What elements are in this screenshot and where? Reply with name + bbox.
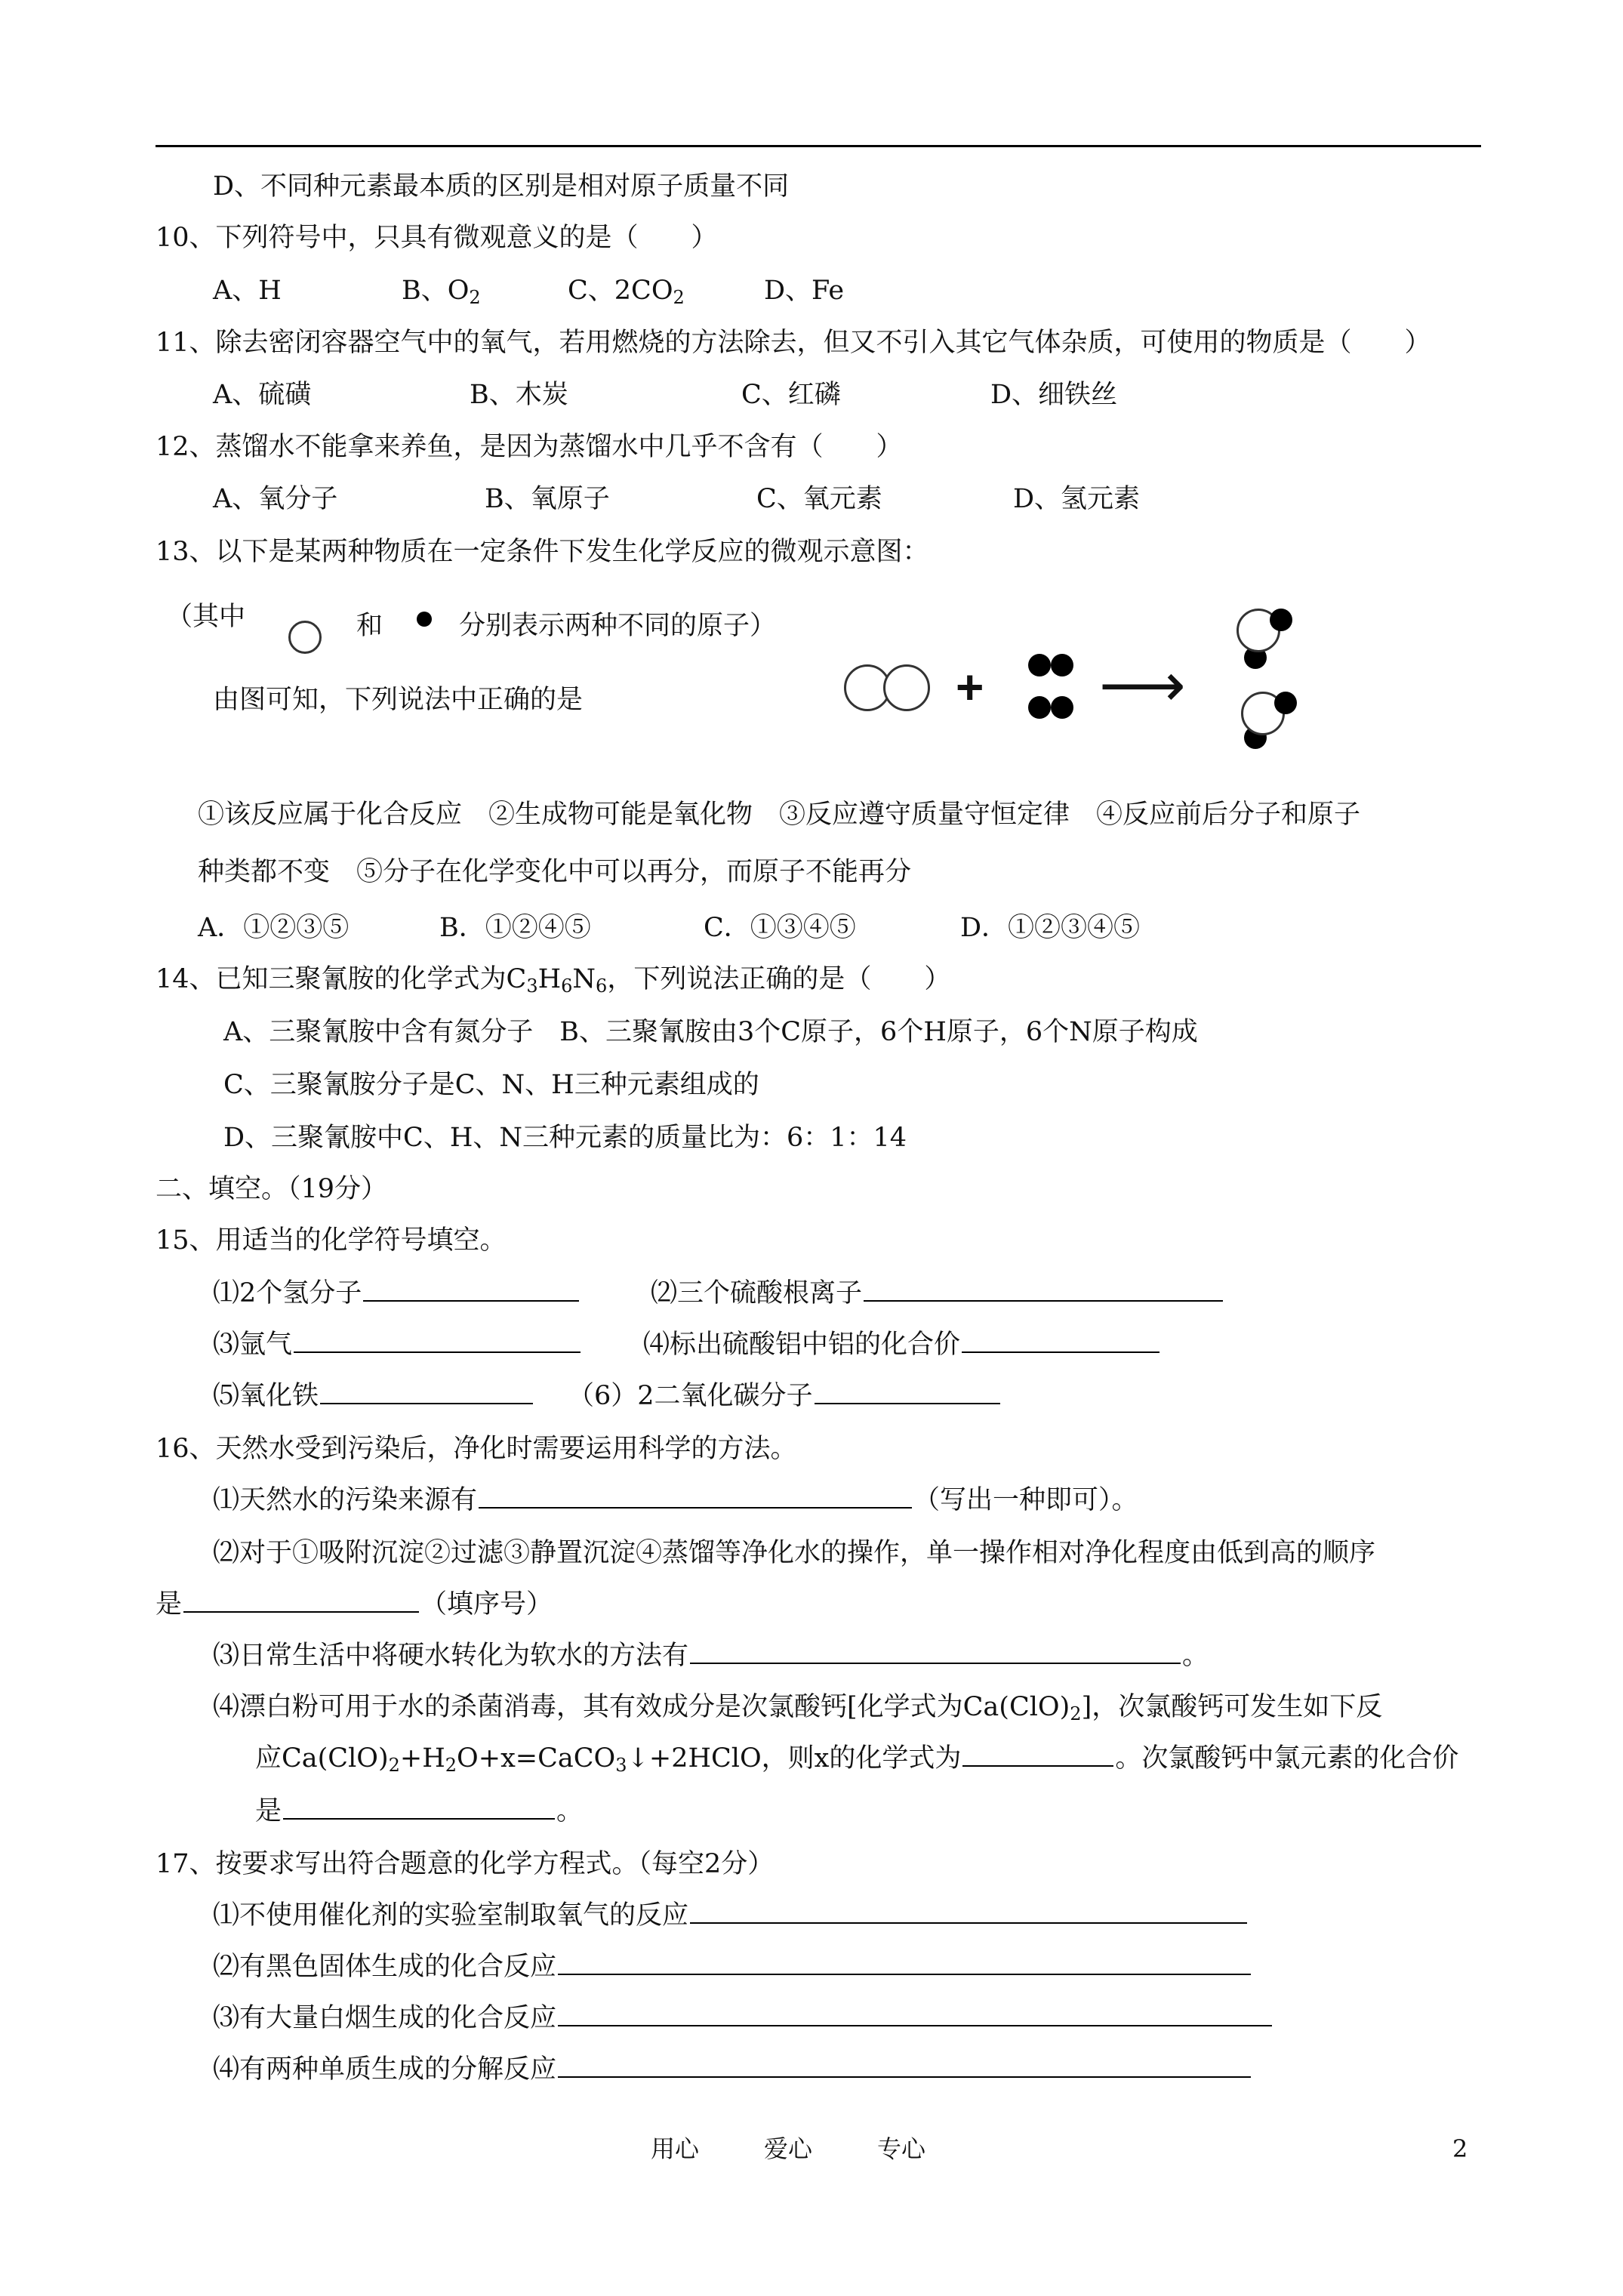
- open-circle-atom-icon: [288, 621, 322, 654]
- q12-stem: 12、蒸馏水不能拿来养鱼，是因为蒸馏水中几乎不含有（ ）: [156, 432, 903, 462]
- q13-option-a: A．①②③⑤: [198, 913, 350, 943]
- footer-text-3: 专心: [877, 2134, 926, 2163]
- q17-stem: 17、按要求写出符合题意的化学方程式。（每空2分）: [156, 1849, 775, 1879]
- page-number: 2: [1452, 2134, 1468, 2163]
- answer-blank[interactable]: [363, 1299, 579, 1302]
- reactant-b1-atom1: [1028, 654, 1051, 676]
- reactant-b2-atom2: [1051, 696, 1073, 719]
- q10-option-c: C、$2CO_2$: [568, 276, 685, 308]
- answer-blank[interactable]: [815, 1402, 1000, 1404]
- answer-blank[interactable]: [690, 1922, 1247, 1924]
- q14-option-d: D、三聚氰胺中C、H、N三种元素的质量比为：6：1：14: [223, 1123, 907, 1153]
- q15-part3: ⑶氩气: [213, 1332, 582, 1358]
- filled-dot-atom-icon: [417, 612, 432, 627]
- answer-blank[interactable]: [479, 1506, 912, 1509]
- plus-sign: +: [956, 660, 984, 714]
- q16-stem: 16、天然水受到污染后，净化时需要运用科学的方法。: [156, 1434, 797, 1464]
- q11-option-d: D、细铁丝: [990, 380, 1118, 410]
- q13-stem: 13、以下是某两种物质在一定条件下发生化学反应的微观示意图：: [156, 537, 929, 567]
- q14-stem: 14、已知三聚氰胺的化学式为$C_3H_6N_6$，下列说法正确的是（ ）: [156, 964, 951, 997]
- q14-option-c: C、三聚氰胺分子是C、N、H三种元素组成的: [223, 1070, 759, 1100]
- q16-part4-line1: ⑷漂白粉可用于水的杀菌消毒，其有效成分是次氯酸钙[化学式为$Ca(ClO)_2$]，次氯酸钙可发生如下反: [213, 1692, 1383, 1724]
- answer-blank[interactable]: [294, 1351, 581, 1353]
- answer-blank[interactable]: [283, 1817, 555, 1820]
- answer-blank[interactable]: [558, 1973, 1251, 1975]
- answer-blank[interactable]: [183, 1610, 419, 1613]
- q15-part5: ⑸氧化铁: [213, 1383, 534, 1410]
- q11-option-c: C、红磷: [741, 380, 841, 410]
- q10-option-b: B、$O_2$: [402, 276, 481, 308]
- q11-stem: 11、除去密闭容器空气中的氧气，若用燃烧的方法除去，但又不引入其它气体杂质，可使用的物质是（ ）: [156, 328, 1431, 358]
- q12-option-c: C、氧元素: [756, 484, 882, 514]
- answer-blank[interactable]: [320, 1402, 533, 1404]
- q13-option-b: B．①②④⑤: [439, 913, 591, 943]
- q13-prompt: 由图可知，下列说法中正确的是: [213, 685, 584, 715]
- q12-option-a: A、氧分子: [213, 484, 338, 514]
- answer-blank[interactable]: [690, 1662, 1181, 1664]
- header-rule: [156, 145, 1481, 147]
- reaction-arrow-icon: ⟶: [1099, 650, 1186, 720]
- q13-legend-open: （其中: [166, 602, 246, 632]
- q17-part2: ⑵有黑色固体生成的化合反应: [213, 1954, 1252, 1980]
- q16-part2-line1: ⑵对于①吸附沉淀②过滤③静置沉淀④蒸馏等净化水的操作，单一操作相对净化程度由低到高的顺序: [213, 1538, 1376, 1568]
- q15-stem: 15、用适当的化学符号填空。: [156, 1225, 507, 1256]
- answer-blank[interactable]: [962, 1764, 1113, 1767]
- q10-option-d: D、Fe: [764, 276, 845, 306]
- reactant-b1-atom2: [1051, 654, 1073, 676]
- reactant-a-atom2: [883, 664, 930, 711]
- q13-legend-close: 分别表示两种不同的原子）: [459, 611, 777, 641]
- answer-blank[interactable]: [558, 2024, 1272, 2026]
- q15-part6: （6）2二氧化碳分子: [568, 1383, 1002, 1410]
- q16-part4-line2: 应$Ca(ClO)_2+H_2O+x=CaCO_3↓+2HClO$，则x的化学式为 。次氯酸钙中氯元素的化合价: [255, 1743, 1459, 1776]
- q17-part3: ⑶有大量白烟生成的化合反应: [213, 2005, 1273, 2032]
- q17-part4: ⑷有两种单质生成的分解反应: [213, 2057, 1252, 2083]
- footer-text-1: 用心: [651, 2134, 700, 2163]
- q16-part2-line2: 是 （填序号）: [156, 1589, 553, 1620]
- q12-option-b: B、氧原子: [485, 484, 610, 514]
- reactant-b2-atom1: [1028, 696, 1051, 719]
- q13-statements-line2: 种类都不变 ⑤分子在化学变化中可以再分，而原子不能再分: [198, 857, 912, 887]
- answer-blank[interactable]: [558, 2076, 1251, 2078]
- q14-option-a-b: A、三聚氰胺中含有氮分子 B、三聚氰胺由3个C原子，6个H原子，6个N原子构成: [223, 1017, 1198, 1047]
- q11-option-b: B、木炭: [470, 380, 568, 410]
- q12-option-d: D、氢元素: [1013, 484, 1141, 514]
- answer-blank[interactable]: [962, 1351, 1160, 1353]
- q13-option-d: D．①②③④⑤: [960, 913, 1141, 943]
- q11-option-a: A、硫磺: [213, 380, 312, 410]
- product1-filled-atom-top: [1270, 609, 1292, 631]
- q10-stem: 10、下列符号中，只具有微观意义的是（ ）: [156, 223, 718, 253]
- q13-option-c: C．①③④⑤: [704, 913, 856, 943]
- product2-filled-atom-right: [1274, 692, 1297, 714]
- q10-option-a: A、H: [213, 276, 282, 306]
- q13-legend-and: 和: [356, 611, 383, 641]
- q9-option-d: D、不同种元素最本质的区别是相对原子质量不同: [213, 171, 790, 202]
- q16-part3: ⑶日常生活中将硬水转化为软水的方法有 。: [213, 1641, 1209, 1671]
- q16-part4-line3: 是 。: [255, 1796, 584, 1826]
- q13-statements-line1: ①该反应属于化合反应 ②生成物可能是氧化物 ③反应遵守质量守恒定律 ④反应前后分子和原子: [198, 800, 1361, 830]
- q17-part1: ⑴不使用催化剂的实验室制取氧气的反应: [213, 1903, 1249, 1929]
- q15-part2: ⑵三个硫酸根离子: [651, 1281, 1224, 1307]
- section2-title: 二、填空。（19分）: [156, 1174, 388, 1204]
- q16-part1: ⑴天然水的污染来源有 （写出一种即可）。: [213, 1485, 1138, 1515]
- q15-part4: ⑷标出硫酸铝中铝的化合价: [643, 1332, 1161, 1358]
- q15-part1: ⑴2个氢分子: [213, 1281, 581, 1307]
- answer-blank[interactable]: [864, 1299, 1223, 1302]
- footer-text-2: 爱心: [764, 2134, 813, 2163]
